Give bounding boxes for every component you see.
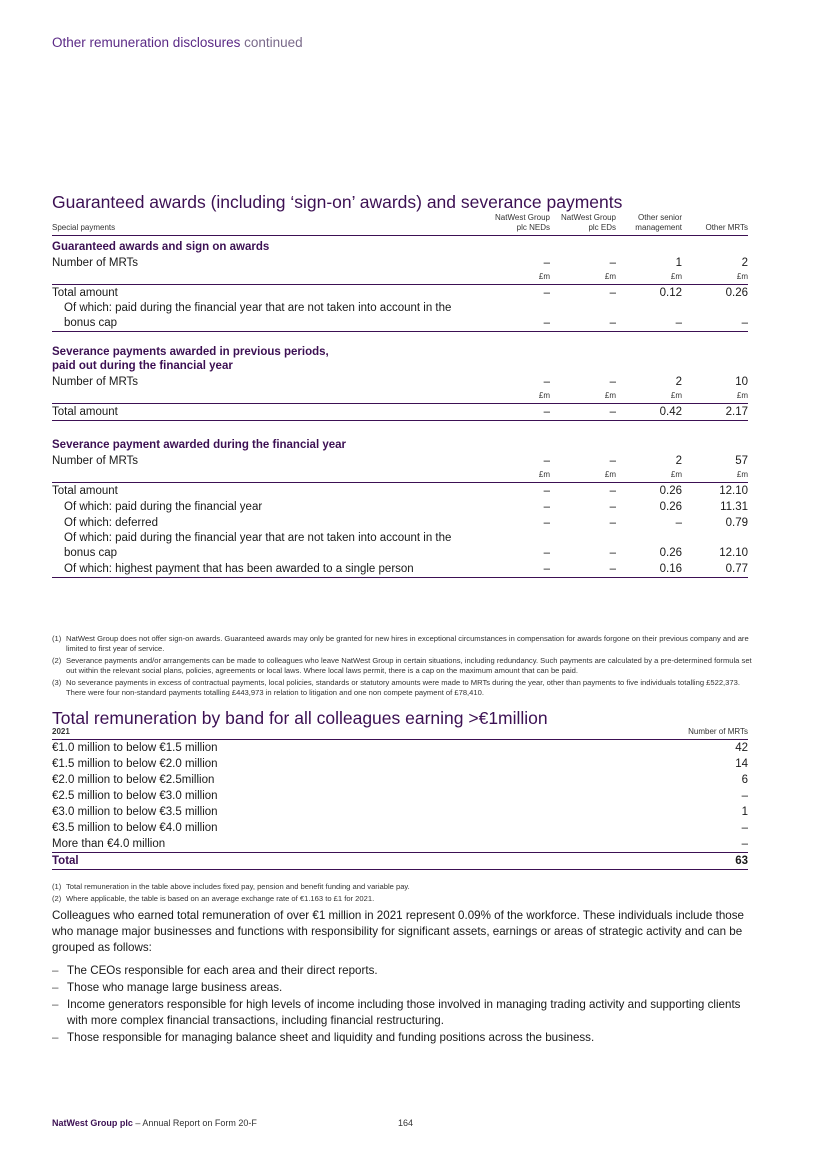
- table-row: Total amount – – 0.42 2.17: [52, 404, 748, 421]
- column-header: Other senior management: [616, 213, 682, 236]
- footnote: (3) No severance payments in excess of contractual payments, local policies, standards or statutory amounts were made to MRTs during the year, other than payments to five individuals totalling £522,373. There were four non-standard payments totalling £443,973 in relation to litigation and one non compete payment of £78,410.: [52, 678, 740, 697]
- table-row: Total amount – – 0.12 0.26: [52, 287, 748, 299]
- footnote: (1) NatWest Group does not offer sign-on awards. Guaranteed awards may only be granted for new hires in exceptional circumstances in compensation for awards forgone on their previous company and are limited to first year of service.: [52, 634, 749, 653]
- group-heading: Guaranteed awards and sign on awards: [52, 241, 270, 253]
- header-title: Other remuneration disclosures: [52, 35, 241, 50]
- footer-brand: NatWest Group plc: [52, 1118, 133, 1128]
- list-item: – Those who manage large business areas.: [52, 981, 283, 994]
- unit-row: £m £m £m £m: [52, 271, 748, 285]
- table-caption: Special payments: [52, 213, 484, 236]
- table-header-row: [52, 727, 748, 740]
- list-item: – Income generators responsible for high levels of income including those involved in managing trading activity and supporting clients with more complex financial transactions, including financial restructuring.: [52, 998, 741, 1027]
- unit-row: £m £m £m £m: [52, 469, 748, 483]
- unit-row: £m £m £m £m: [52, 390, 748, 404]
- body-paragraph: Colleagues who earned total remuneration of over €1 million in 2021 represent 0.09% of the workforce. These individuals include those who manage major businesses and functions with responsibility for significant assets, earnings or areas of strategic activity and can be grouped as follows:: [52, 909, 744, 954]
- column-header-count: Number of MRTs: [612, 727, 748, 740]
- section2-footnotes: [52, 882, 752, 906]
- footnote: (2) Where applicable, the table is based on an average exchange rate of €1.163 to £1 for 2021.: [52, 894, 375, 903]
- table-row: Of which: paid during the financial year – – 0.26 11.31: [64, 501, 748, 513]
- section1-footnotes: [52, 634, 752, 700]
- section2-title: Total remuneration by band for all colleagues earning >€1million: [52, 708, 548, 728]
- list-item: – The CEOs responsible for each area and their direct reports.: [52, 964, 378, 977]
- bullet-list: [52, 963, 742, 1047]
- table-row: €3.0 million to below €3.5 million 1: [52, 806, 748, 818]
- table-row: Of which: paid during the financial year that are not taken into account in the bonus cap – – 0.26 12.10: [64, 532, 748, 559]
- column-header: NatWest Group plc EDs: [550, 213, 616, 236]
- table-row: Number of MRTs – – 2 57: [52, 455, 748, 467]
- footnote: (2) Severance payments and/or arrangements can be made to colleagues who leave NatWest Group in certain situations, including redundancy. Such payments are calculated by a pre-determined formula set out within the relevant social plans, policies, agreements or local laws. Where local laws permit, there is a cap on the maximum amount that can be paid.: [52, 656, 752, 675]
- table-row: €1.5 million to below €2.0 million 14: [52, 758, 748, 770]
- page-header: [52, 35, 303, 50]
- group-heading: Severance payment awarded during the financial year: [52, 439, 346, 451]
- table-row: Number of MRTs – – 2 10: [52, 376, 748, 388]
- column-header: Other MRTs: [682, 213, 748, 236]
- table-row: €1.0 million to below €1.5 million 42: [52, 742, 748, 754]
- group-heading: Severance payments awarded in previous periods, paid out during the financial year: [52, 346, 329, 372]
- table-header-row: [52, 213, 748, 236]
- page-number: 164: [398, 1118, 414, 1128]
- header-continued: continued: [244, 35, 303, 50]
- table-row: Total amount – – 0.26 12.10: [52, 485, 748, 497]
- footnote: (1) Total remuneration in the table above includes fixed pay, pension and benefit funding and variable pay.: [52, 882, 410, 891]
- section1-title: Guaranteed awards (including ‘sign-on’ awards) and severance payments: [52, 192, 623, 212]
- table-row: More than €4.0 million –: [52, 838, 748, 850]
- table-row: Number of MRTs – – 1 2: [52, 257, 748, 269]
- table-row: €3.5 million to below €4.0 million –: [52, 822, 748, 834]
- table-row: €2.0 million to below €2.5million 6: [52, 774, 748, 786]
- list-item: – Those responsible for managing balance sheet and liquidity and funding positions across the business.: [52, 1031, 595, 1044]
- table-row: Of which: paid during the financial year that are not taken into account in the bonus cap – – – –: [52, 301, 748, 332]
- table-row: €2.5 million to below €3.0 million –: [52, 790, 748, 802]
- special-payments-table: [52, 213, 748, 578]
- column-header: NatWest Group plc NEDs: [484, 213, 550, 236]
- total-row: Total 63: [52, 853, 748, 870]
- column-header-year: 2021: [52, 727, 612, 740]
- table-row: Of which: deferred – – – 0.79: [64, 517, 748, 529]
- remuneration-band-table: [52, 727, 748, 870]
- footer-doc: – Annual Report on Form 20-F: [132, 1118, 257, 1128]
- page-footer: [52, 1118, 257, 1128]
- table-row: Of which: highest payment that has been awarded to a single person – – 0.16 0.77: [52, 561, 748, 578]
